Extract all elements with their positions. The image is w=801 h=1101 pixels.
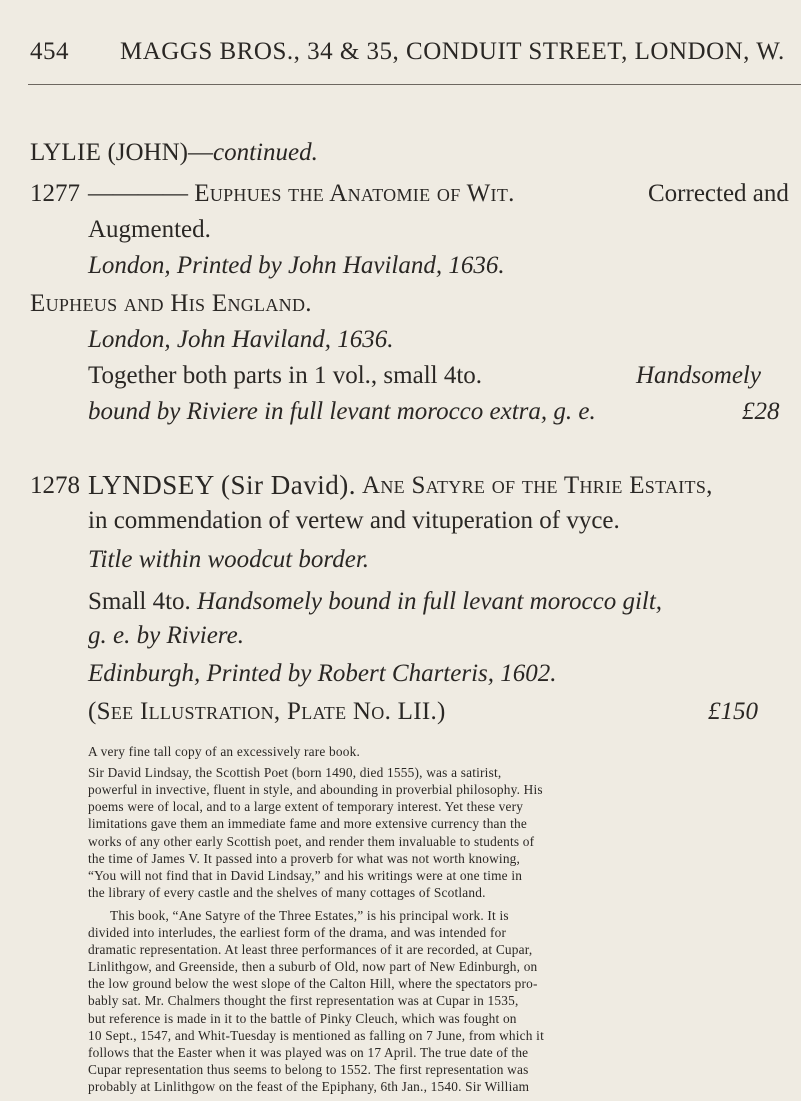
- description-line: dramatic representation. At least three performances of it are recorded, at Cupar,: [88, 942, 533, 958]
- binding-description: g. e. by Riviere.: [88, 622, 244, 649]
- entry-number: 1277: [30, 180, 80, 207]
- section-heading: [30, 139, 318, 167]
- description-line: Cupar representation thus seems to belong to 1552. The first representation was: [88, 1061, 529, 1077]
- description-line: limitations gave them an immediate fame and more extensive currency than the: [88, 816, 527, 832]
- description-line: powerful in invective, fluent in style, and abounding in proverbial philosophy. His: [88, 782, 543, 798]
- entry-note: Corrected and: [648, 180, 789, 207]
- description-line: the time of James V. It passed into a proverb for what was not worth knowing,: [88, 850, 521, 866]
- section-continued: continued.: [213, 139, 318, 166]
- binding-italic: Handsomely bound in full levant morocco gilt,: [197, 588, 663, 615]
- entry-price: £28: [742, 398, 780, 425]
- description-line: but reference is made in it to the battle of Pinky Cleuch, which was fought on: [88, 1010, 517, 1026]
- description-line: poems were of local, and to a large extent of temporary interest. Yet these very: [88, 799, 524, 815]
- header-rule: [28, 84, 801, 85]
- entry-subtitle: in commendation of vertew and vituperation of vyce.: [88, 507, 620, 534]
- entry-number: 1278: [30, 472, 80, 499]
- description-line: probably at Linlithgow on the feast of the Epiphany, 6th Jan., 1540. Sir William: [88, 1079, 530, 1094]
- entry-note-continued: Augmented.: [88, 216, 211, 243]
- binding-italic: Handsomely: [636, 362, 761, 389]
- entry-imprint: Edinburgh, Printed by Robert Charteris, 1602.: [88, 660, 557, 687]
- description-line: A very fine tall copy of an excessively rare book.: [88, 744, 361, 759]
- description-line: the library of every castle and the shelves of many cottages of Scotland.: [88, 884, 486, 900]
- binding-plain: Together both parts in 1 vol., small 4to.: [88, 362, 483, 389]
- entry-imprint: London, Printed by John Haviland, 1636.: [88, 252, 505, 279]
- description-line: “You will not find that in David Lindsay,” and his writings were at one time in: [88, 867, 523, 883]
- entry-title: Euphues the Anatomie of Wit.: [194, 180, 515, 207]
- description-line: Sir David Lindsay, the Scottish Poet (born 1490, died 1555), was a satirist,: [88, 765, 502, 781]
- entry-binding-line: [88, 588, 662, 616]
- binding-plain: Small 4to.: [88, 588, 191, 615]
- second-title: Eupheus and His England.: [30, 290, 312, 317]
- running-header: [30, 38, 790, 66]
- second-imprint: London, John Haviland, 1636.: [88, 326, 394, 353]
- title-note: Title within woodcut border.: [88, 546, 370, 573]
- section-author: LYLIE: [30, 139, 102, 166]
- description-line: divided into interludes, the earliest form of the drama, and was intended for: [88, 925, 507, 941]
- page-number: 454: [30, 38, 69, 65]
- description-line: This book, “Ane Satyre of the Three Estates,” is his principal work. It is: [110, 907, 509, 923]
- description-line: bably sat. Mr. Chalmers thought the first representation was at Cupar in 1535,: [88, 993, 519, 1009]
- description-line: follows that the Easter when it was played was on 17 April. The true date of the: [88, 1044, 529, 1060]
- description-line: Linlithgow, and Greenside, then a suburb of Old, now part of New Edinburgh, on: [88, 959, 538, 975]
- description-line: 10 Sept., 1547, and Whit-Tuesday is mentioned as falling on 7 June, from which it: [88, 1027, 544, 1043]
- publisher-address: MAGGS BROS., 34 & 35, CONDUIT STREET, LONDON, W.: [120, 38, 785, 65]
- section-heading-rest: (JOHN)—: [107, 139, 213, 166]
- entry-1277-title-line: [88, 180, 515, 208]
- illustration-reference: (See Illustration, Plate No. LII.): [88, 698, 446, 725]
- description-line: the low ground below the west slope of the Calton Hill, where the spectators pro-: [88, 976, 538, 992]
- entry-author: LYNDSEY (Sir David).: [88, 470, 357, 500]
- entry-price: £150: [708, 698, 758, 725]
- binding-description: bound by Riviere in full levant morocco extra, g. e.: [88, 398, 596, 425]
- description-line: works of any other early Scottish poet, and render them invaluable to students of: [88, 833, 535, 849]
- ditto-dash: ————: [88, 180, 188, 207]
- entry-title: Ane Satyre of the Thrie Estaits,: [362, 472, 713, 499]
